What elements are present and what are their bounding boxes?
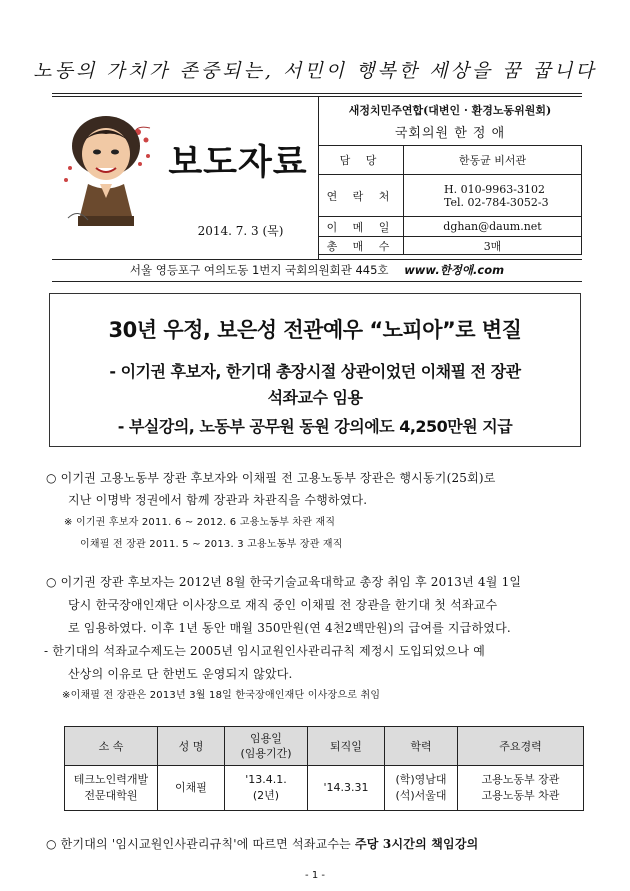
doc-title: 보도자료	[168, 143, 308, 183]
subheadline-1: - 이기권 후보자, 한기대 총장시절 상관이었던 이채필 전 장관	[109, 362, 521, 381]
column-header-line: (임용기간)	[240, 747, 292, 760]
organization-info	[318, 98, 582, 141]
headline-box	[49, 293, 581, 447]
paragraph-line: ○ 이기권 장관 후보자는 2012년 8월 한국기술교육대학교 총장 취임 후 2013년 4월 1일	[46, 575, 522, 589]
contact-label: 이 메 일	[319, 217, 404, 237]
cell-line: 고용노동부 차관	[481, 789, 560, 802]
contact-table	[318, 145, 582, 255]
org-line-1: 새정치민주연합(대변인 · 환경노동위원회)	[348, 104, 552, 117]
caricature-avatar	[58, 98, 158, 228]
note-line: ※ 이기권 후보자 2011. 6 ~ 2012. 6 고용노동부 차관 재직	[64, 517, 336, 528]
address-line	[52, 262, 582, 278]
address: 서울 영등포구 여의도동 1번지 국회의원회관 445호	[129, 263, 389, 277]
contact-value: 한동균 비서관	[404, 146, 582, 175]
paragraph-1	[46, 467, 596, 556]
paragraph-line: 산상의 이유로 단 한번도 운영되지 않았다.	[68, 667, 293, 681]
column-header: 주요경력	[458, 727, 584, 766]
table-cell	[65, 766, 158, 811]
cell-line: 고용노동부 장관	[481, 773, 560, 786]
table-cell	[385, 766, 458, 811]
table-cell	[458, 766, 584, 811]
table-cell	[225, 766, 308, 811]
headline: 30년 우정, 보은성 전관예우 “노피아”로 변질	[108, 318, 522, 342]
paragraph-2	[46, 571, 596, 706]
paragraph-line: 당시 한국장애인재단 이사장으로 재직 중인 이채필 전 장관을 한기대 첫 석좌교수	[68, 598, 498, 612]
column-header: 학력	[385, 727, 458, 766]
mobile-number: H. 010-9963-3102	[444, 182, 546, 196]
table-header-row	[65, 727, 584, 766]
paragraph-line: 지난 이명박 정권에서 함께 장관과 차관직을 수행하였다.	[68, 493, 368, 507]
table-row	[65, 766, 584, 811]
appointment-table	[64, 726, 584, 811]
tel-number: Tel. 02-784-3052-3	[444, 195, 549, 209]
address-bottom-rule	[52, 281, 582, 282]
paragraph-emphasis: 주당 3시간의 책임강의	[354, 837, 479, 851]
subheadline-1-cont: 석좌교수 임용	[267, 388, 363, 407]
paragraph-line: ○ 이기권 고용노동부 장관 후보자와 이채필 전 고용노동부 장관은 행시동기(25회)로	[46, 471, 496, 485]
website-link[interactable]: www.한정애.com	[404, 263, 505, 277]
page-number: - 1 -	[305, 870, 325, 881]
org-line-2: 국회의원 한 정 애	[394, 126, 506, 141]
paragraph-line: 로 임용하였다. 이후 1년 동안 매월 350만원(연 4천2백만원)의 급여를 지급하였다.	[68, 621, 511, 635]
header-top-rule	[52, 93, 582, 94]
contact-row-phone	[319, 175, 582, 217]
column-header: 성 명	[158, 727, 225, 766]
cell-line: (학)영남대	[395, 773, 447, 786]
cell-line: 테크노인력개발	[73, 773, 149, 786]
column-header: 소 속	[65, 727, 158, 766]
release-date: 2014. 7. 3 (목)	[197, 224, 284, 238]
table-cell: '14.3.31	[308, 766, 385, 811]
cell-line: (석)서울대	[395, 789, 447, 802]
paragraph-4	[46, 833, 596, 855]
note-line: ※이채필 전 장관은 2013년 3월 18일 한국장애인재단 이사장으로 취임	[62, 690, 381, 701]
contact-row-manager	[319, 146, 582, 175]
slogan: 노동의 가치가 존중되는, 서민이 행복한 세상을 꿈 꿉니다	[33, 60, 597, 82]
note-line: 이채필 전 장관 2011. 5 ~ 2013. 3 고용노동부 장관 재직	[80, 539, 343, 550]
contact-label: 연 락 처	[319, 175, 404, 217]
column-header: 퇴직일	[308, 727, 385, 766]
subheadline-2: - 부실강의, 노동부 공무원 동원 강의에도 4,250만원 지급	[117, 417, 513, 436]
table-cell: 이채필	[158, 766, 225, 811]
cell-line: 전문대학원	[84, 789, 138, 802]
contact-value: 3매	[404, 237, 582, 255]
header-bottom-rule	[52, 259, 582, 260]
contact-label: 총 매 수	[319, 237, 404, 255]
header-top-rule-2	[52, 96, 582, 97]
contact-label: 담 당	[319, 146, 404, 175]
paragraph-text: ○ 한기대의 '임시교원인사관리규칙'에 따르면 석좌교수는	[46, 837, 355, 851]
cell-line: '13.4.1.	[245, 773, 287, 786]
contact-value	[404, 175, 582, 217]
email-link[interactable]: dghan@daum.net	[404, 217, 582, 237]
contact-row-email	[319, 217, 582, 237]
contact-row-pages	[319, 237, 582, 255]
column-header-line: 임용일	[250, 732, 282, 745]
cell-line: (2년)	[252, 789, 280, 802]
paragraph-line: - 한기대의 석좌교수제도는 2005년 임시교원인사관리규칙 제정시 도입되었으나 예	[44, 644, 486, 658]
column-header	[225, 727, 308, 766]
